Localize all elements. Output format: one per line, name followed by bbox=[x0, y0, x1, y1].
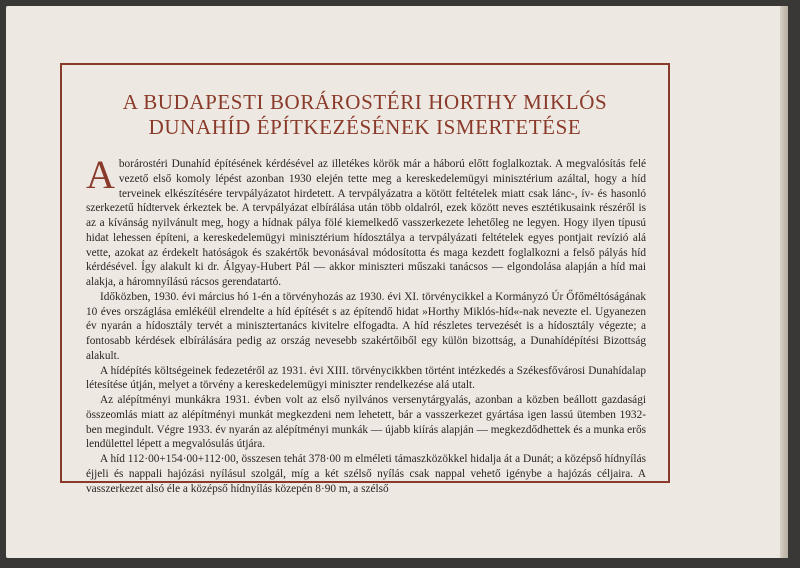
paragraph-1 bbox=[86, 152, 646, 290]
page-title bbox=[60, 90, 670, 140]
title-line-2: DUNAHÍD ÉPÍTKEZÉSÉNEK ISMERTETÉSE bbox=[148, 115, 582, 139]
drop-cap: A bbox=[86, 152, 115, 197]
paragraph-2: Időközben, 1930. évi március hó 1-én a törvényhozás az 1930. évi XI. törvénycikkel a Kormányzó Úr Őfőméltóságának 10 éves országlása emlékéül elrendelte a híd építését s az építendő hidat »Horthy Miklós-híd«-nak nevezte el. Ugyanezen év nyarán a hídosztály tervét a minisztertanács kivitelre elfogadta. A híd részletes tervezését is a hídosztály végezte; a fontosabb kérdések elbírálására pedig az ország nevesebb szakértőiből egy külön bizottság, a Dunahídépítési Bizottság alakult. bbox=[86, 290, 646, 362]
title-line-1: A BUDAPESTI BORÁROSTÉRI HORTHY MIKLÓS bbox=[122, 90, 608, 114]
paragraph-4: Az alépítményi munkákra 1931. évben volt az első nyilvános versenytárgyalás, azonban a közben beállott gazdasági összeomlás miatt az alépítményi munkát megkezdeni nem lehetett, bár a vasszerkezet gyártása igen lassú ütemben 1932-ben megindult. Végre 1933. év nyarán az alépítményi munkák — újabb kiírás alapján — megkezdődhettek és a munka erős lendülettel lépett a megvalósulás útjára. bbox=[86, 394, 646, 451]
paragraph-5: A híd 112·00+154·00+112·00, összesen tehát 378·00 m elméleti támaszközökkel hidalja át a Dunát; a középső hídnyílás éjjeli és nappali hajózási nyílásul szolgál, míg a két szélső nyílás csak nappal vehető igénybe a hajózás céljaira. A vasszerkezet alsó éle a középső hídnyílás közepén 8·90 m, a szélső bbox=[86, 453, 646, 495]
paragraph-3: A hídépítés költségeinek fedezetéről az 1931. évi XIII. törvénycikkben történt intézkedés a Székesfővárosi Dunahídalap létesítése útján, melyet a törvény a kereskedelemügyi miniszter rendelkezése alá utalt. bbox=[86, 364, 646, 392]
page-edge bbox=[780, 6, 788, 558]
article-body bbox=[86, 152, 646, 496]
paragraph-1-text: borárostéri Dunahíd építésének kérdésével az illetékes körök már a háború előtt foglalkoztak. A megvalósítás felé vezető első komoly lépést azonban 1930 elején tette meg a kereskedelemügyi minisztérium azáltal, hogy a híd terveinek elkészítésére tervpályázatot hirdetett. A tervpályázatra a kötött feltételek miatt csak lánc-, ív- és hasonló szerkezetű hídtervek érkeztek be. A tervpályázat elbírálása után több oldalról, ezek között neves esztétikusaink részéről is az a kívánság nyilvánult meg, hogy a hídnak pálya fölé kiemelkedő vasszerkezete lehetőleg ne legyen. Hogy ilyen típusú hidat lehessen építeni, a kereskedelemügyi minisztérium hídosztálya a tervpályázati feltételek egyes pontjait revízió alá vette, azokat az érdekelt hatóságok és szakértők bevonásával módosította és maga kezdett foglalkozni a felső pályás híd kérdésével. Így alakult ki dr. Álgyay-Hubert Pál — akkor miniszteri műszaki tanácsos — elgondolása alapján a híd mai alakja, a háromnyílású rácsos gerendatartó. bbox=[86, 158, 646, 288]
